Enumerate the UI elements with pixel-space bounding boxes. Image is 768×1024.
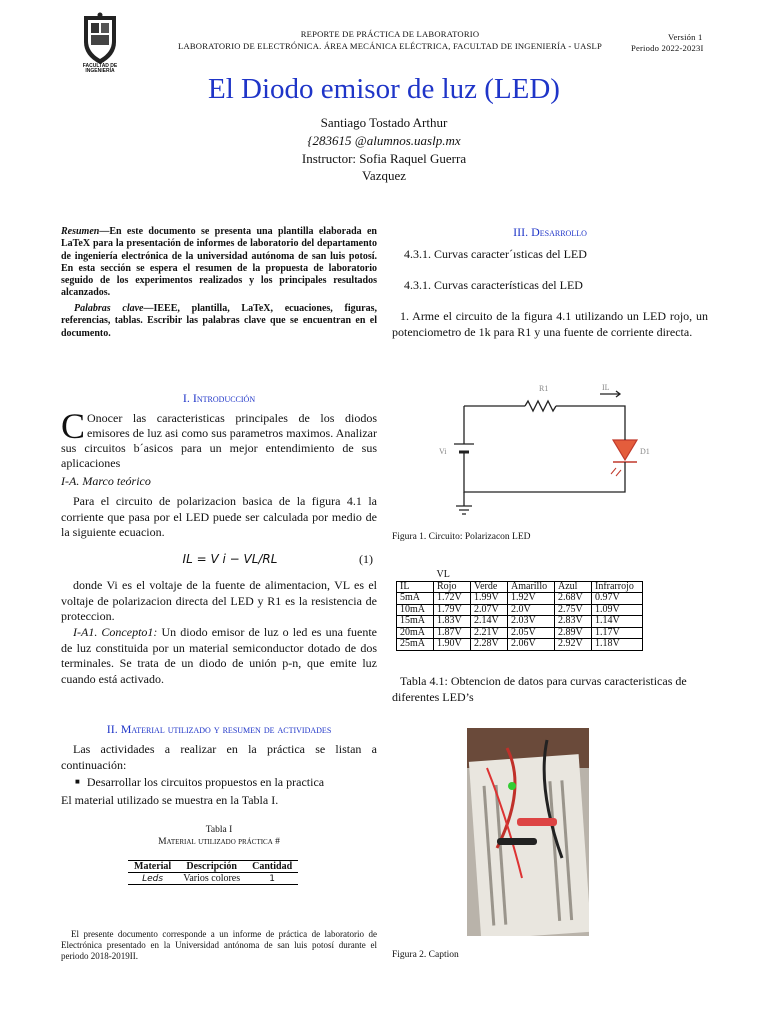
col-header-amarillo: Amarillo [508, 581, 555, 593]
section-heading-material: II. Material utilizado y resumen de actividades [106, 722, 332, 736]
circuit-diagram [430, 378, 670, 523]
col-header-azul: Azul [555, 581, 592, 593]
table-cell: 2.03V [508, 616, 555, 628]
subheading-curvas-1: 4.3.1. Curvas caracter´ısticas del LED [404, 247, 587, 261]
table-cell: 1.09V [592, 604, 643, 616]
table-cell: 2.92V [555, 639, 592, 651]
keywords [61, 303, 377, 340]
instructor-line-1: Instructor: Sofia Raquel Guerra [301, 151, 467, 166]
figure-2-caption: Figura 2. Caption [392, 950, 459, 960]
table-header-row [397, 581, 643, 593]
faculty-logo [80, 12, 120, 74]
intro-paragraph [61, 406, 377, 471]
logo-text-2: INGENIERÍA [85, 68, 115, 74]
data-table-wrap [396, 570, 643, 651]
breadboard-photo [467, 728, 589, 936]
activity-bullet [75, 774, 375, 790]
activities-intro: Las actividades a realizar en la práctica se listan a continuación: [61, 742, 377, 772]
equation: IL = V i − VL/RL [182, 552, 278, 566]
col-header-infrarrojo: Infrarrojo [592, 581, 643, 593]
material-text: El material utilizado se muestra en la Tabla I. [61, 793, 279, 807]
material-table-wrap [128, 860, 298, 885]
keywords-label: Palabras clave [74, 303, 144, 314]
material-table-caption: Material utilizado práctica # [158, 837, 280, 847]
col-header-rojo: Rojo [434, 581, 471, 593]
table-cell: 25mA [397, 639, 434, 651]
abstract-label: Resumen [61, 226, 100, 237]
table-cell: 2.05V [508, 627, 555, 639]
section-heading-desarrollo: III. Desarrollo [513, 225, 587, 239]
table-cell: 0.97V [592, 593, 643, 605]
material-cell-2: 1 [246, 873, 298, 885]
resistor-r1 [525, 401, 556, 411]
table-cell: 1.72V [434, 593, 471, 605]
material-header-1: Descripción [177, 861, 246, 873]
table-cell: 2.14V [471, 616, 508, 628]
table-cell: 1.99V [471, 593, 508, 605]
concept-label: I-A1. Concepto1: [73, 625, 158, 639]
header-period: Periodo 2022-2023I [631, 43, 704, 53]
step-1: 1. Arme el circuito de la figura 4.1 utilizando un LED rojo, un potenciometro de 1k para R1 y una fuente de corriente directa. [392, 309, 708, 339]
table-cell: 1.14V [592, 616, 643, 628]
table-cell: 1.18V [592, 639, 643, 651]
label-d1: D1 [640, 447, 650, 456]
concept-paragraph [61, 625, 377, 687]
material-cell-0: Leds [128, 873, 177, 885]
material-cell-1: Varios colores [177, 873, 246, 885]
table-cell: 5mA [397, 593, 434, 605]
material-table-number: Tabla I [205, 825, 233, 835]
table-row [397, 593, 643, 605]
paper-title: El Diodo emisor de luz (LED) [208, 73, 560, 105]
paragraph-2: donde Vi es el voltaje de la fuente de alimentacion, VL es el voltaje de polarizacion directa del LED y R1 es la resistencia de proteccion. [61, 578, 377, 623]
abstract [61, 226, 377, 300]
table-row [397, 627, 643, 639]
table-row [397, 604, 643, 616]
table-cell: 1.17V [592, 627, 643, 639]
table-cell: 1.87V [434, 627, 471, 639]
section-heading-intro: I. Introducción [182, 391, 256, 405]
keywords-text: —IEEE, plantilla, LaTeX, ecuaciones, figuras, referencias, tablas. Escribir las palabras clave que se encuentran en el documento. [61, 303, 377, 339]
paragraph-1: Para el circuito de polarizacion basica de la figura 4.1 la corriente que pasa por el LED puede ser calculada por medio de la siguiente ecuacion. [61, 494, 377, 539]
table-41-caption: Tabla 4.1: Obtencion de datos para curvas caracteristicas de diferentes LED’s [392, 674, 687, 704]
table-cell: 2.83V [555, 616, 592, 628]
table-cell: 2.28V [471, 639, 508, 651]
led-data-table [396, 570, 643, 651]
table-cell: 2.0V [508, 604, 555, 616]
table-cell: 15mA [397, 616, 434, 628]
table-cell: 2.75V [555, 604, 592, 616]
figure-1-caption: Figura 1. Circuito: Polarizacon LED [392, 532, 531, 542]
label-r1: R1 [539, 384, 549, 393]
header-line-1: REPORTE DE PRÁCTICA DE LABORATORIO [300, 29, 480, 39]
concept-text: Un diodo emisor de luz o led es una fuente de luz constituida por un material semiconductor dotado de dos terminales. Se trata de un diodo de unión p-n, que emite luz cuando está activado. [61, 625, 377, 686]
subheading-curvas-2: 4.3.1. Curvas características del LED [404, 278, 583, 292]
table-cell: 10mA [397, 604, 434, 616]
table-row [397, 639, 643, 651]
material-header-0: Material [128, 861, 177, 873]
table-row [397, 616, 643, 628]
equation-number: (1) [359, 552, 373, 566]
table-group-header: VL [434, 570, 471, 581]
label-il: IL [602, 383, 610, 392]
subsection-marco: I-A. Marco teórico [61, 474, 151, 488]
col-header-verde: Verde [471, 581, 508, 593]
material-table [128, 860, 298, 885]
table-cell: 1.83V [434, 616, 471, 628]
table-cell: 2.68V [555, 593, 592, 605]
label-vi: Vi [439, 447, 447, 456]
led-d1 [611, 436, 637, 476]
header-line-2: LABORATORIO DE ELECTRÓNICA. ÁREA MECÁNICA ELÉCTRICA, FACULTAD DE INGENIERÍA - UASLP [178, 41, 602, 51]
table-cell: 2.06V [508, 639, 555, 651]
author-email: {283615 @alumnos.uaslp.mx [307, 133, 461, 148]
dropcap: C [61, 406, 86, 446]
header-version: Versión 1 [668, 32, 703, 42]
table-cell: 1.79V [434, 604, 471, 616]
instructor-line-2: Vazquez [361, 168, 407, 183]
abstract-text: —En este documento se presenta una plantilla elaborada en LaTeX para la presentación de informes de laboratorio del departamento de ingeniería electrónica de la universidad autónoma de san luis potosí. En esta sección se espera el resumen de la propuesta de laboratorio seguido de los experimentos realizados y los principales resultados alcanzados. [61, 226, 377, 299]
material-header-2: Cantidad [246, 861, 298, 873]
logo-text-1: FACULTAD DE [82, 63, 118, 69]
table-cell: 2.21V [471, 627, 508, 639]
table-cell: 2.07V [471, 604, 508, 616]
intro-text: Onocer las caracteristicas principales de los diodos emisores de luz asi como sus parametros maximos. Analizar sus circuitos b´asicos para un mejor entendimiento de sus aplicaciones [61, 411, 377, 470]
author-name: Santiago Tostado Arthur [320, 115, 448, 130]
table-cell: 2.89V [555, 627, 592, 639]
bullet-icon: ■ [75, 777, 80, 786]
table-cell: 1.90V [434, 639, 471, 651]
table-cell: 20mA [397, 627, 434, 639]
table-cell: 1.92V [508, 593, 555, 605]
footnote: El presente documento corresponde a un informe de práctica de laboratorio de Electrónica presentado en la Universidad antónoma de san luis potosí durante el periodo 2018-2019II. [61, 929, 377, 961]
bullet-text: Desarrollar los circuitos propuestos en la practica [86, 775, 325, 789]
col-header-il: IL [397, 581, 434, 593]
